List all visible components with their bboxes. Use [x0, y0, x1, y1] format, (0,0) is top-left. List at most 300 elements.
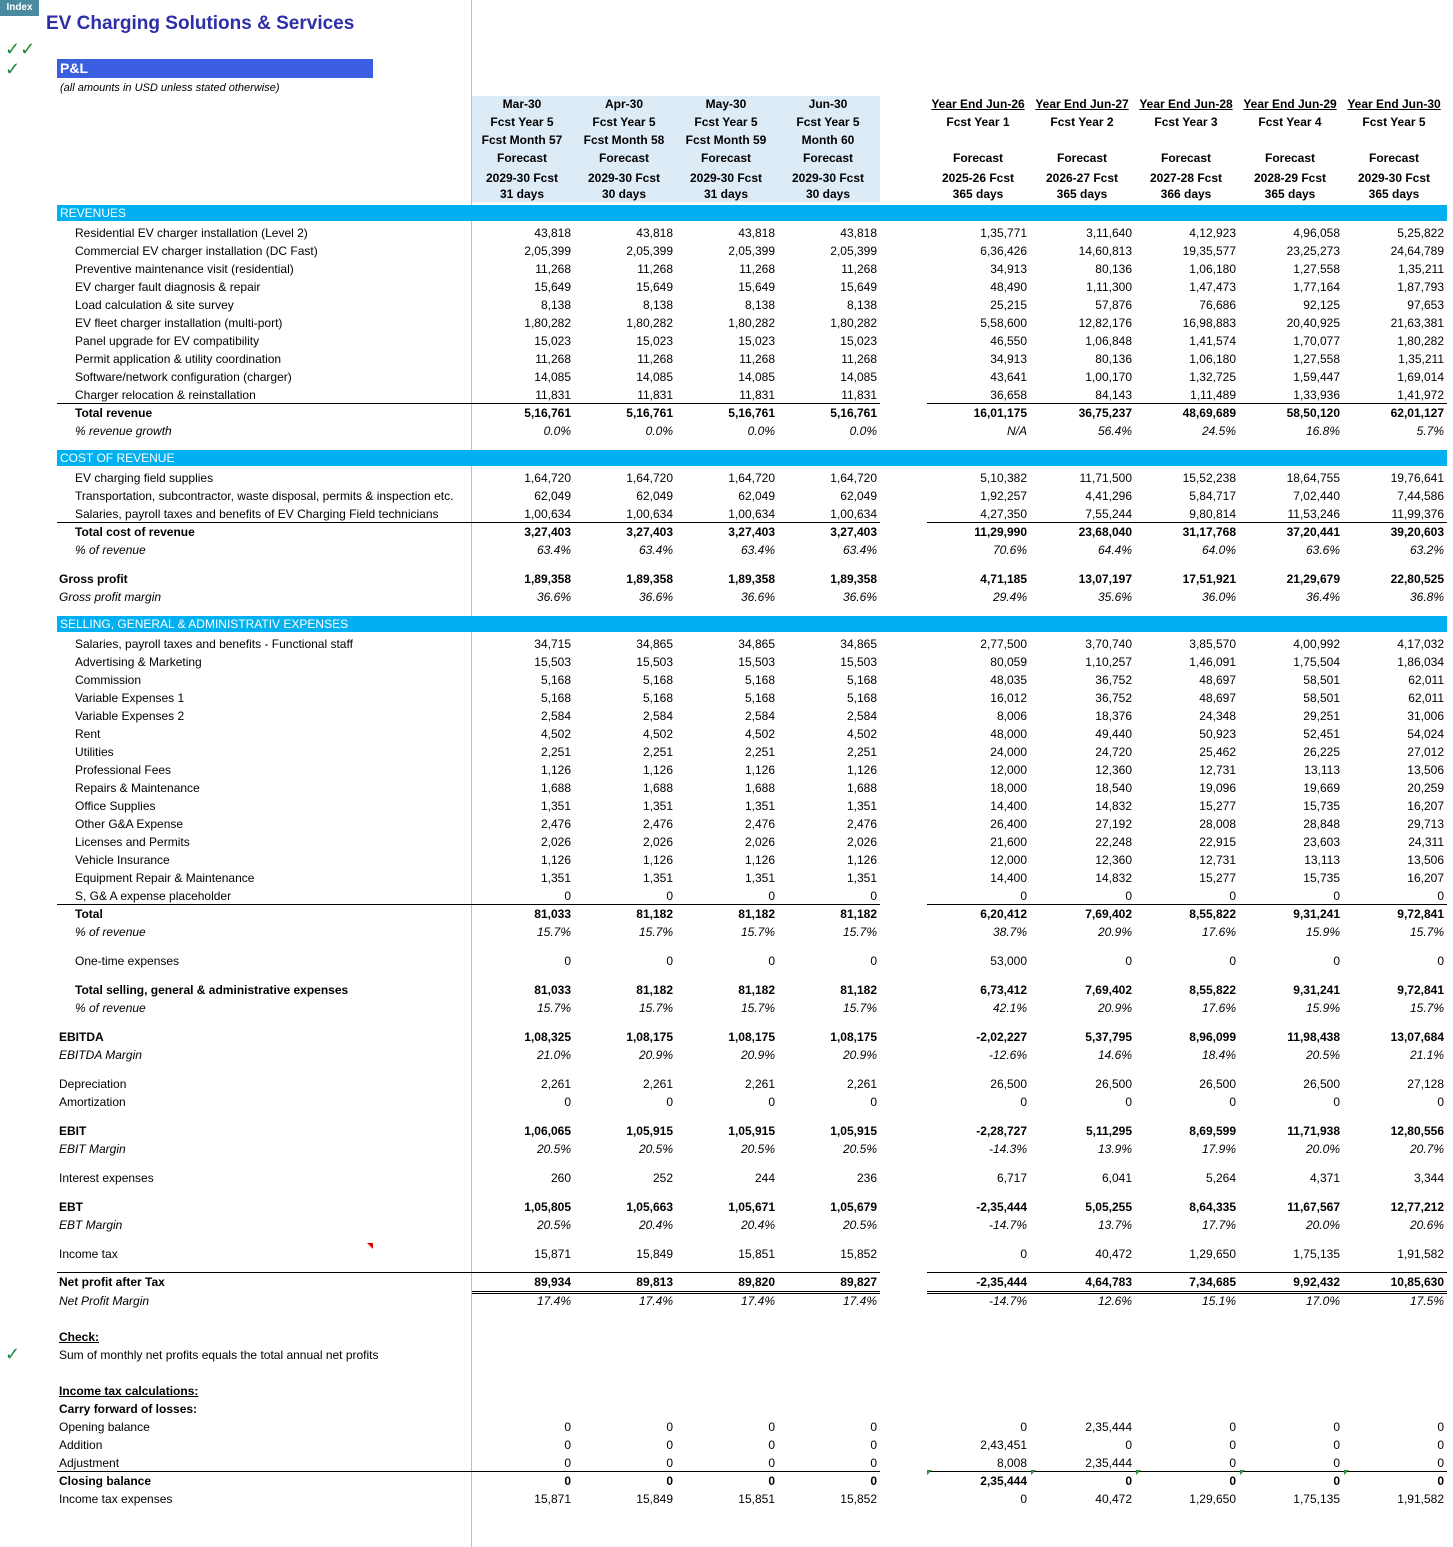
- table-cell[interactable]: 1,75,504: [1293, 655, 1340, 669]
- table-cell[interactable]: 54,024: [1407, 727, 1444, 741]
- table-cell[interactable]: 1,59,447: [1293, 370, 1340, 384]
- table-cell[interactable]: 15.7%: [638, 1001, 673, 1015]
- table-cell[interactable]: 16,207: [1407, 799, 1444, 813]
- table-cell[interactable]: 13.7%: [1097, 1218, 1132, 1232]
- table-cell[interactable]: 0: [564, 1456, 571, 1470]
- table-cell[interactable]: 0: [1437, 1438, 1444, 1452]
- table-cell[interactable]: 2,476: [642, 817, 673, 831]
- table-cell[interactable]: 36.6%: [536, 590, 571, 604]
- index-button[interactable]: Index: [0, 0, 39, 16]
- table-cell[interactable]: 18,376: [1095, 709, 1132, 723]
- table-cell[interactable]: 2,251: [744, 745, 775, 759]
- table-cell[interactable]: 2,261: [744, 1077, 775, 1091]
- table-cell[interactable]: 0: [666, 1456, 673, 1470]
- table-cell[interactable]: 1,00,634: [524, 507, 571, 521]
- table-cell[interactable]: 15.9%: [1305, 1001, 1340, 1015]
- table-cell[interactable]: 20.9%: [1097, 1001, 1132, 1015]
- table-cell[interactable]: 8,138: [744, 298, 775, 312]
- table-cell[interactable]: 58,50,120: [1286, 406, 1340, 420]
- table-cell[interactable]: 17.4%: [536, 1294, 571, 1308]
- table-cell[interactable]: 15,735: [1303, 871, 1340, 885]
- table-cell[interactable]: 0: [666, 889, 673, 903]
- table-cell[interactable]: 1,351: [846, 799, 877, 813]
- table-cell[interactable]: 14,085: [738, 370, 775, 384]
- table-cell[interactable]: 2,261: [642, 1077, 673, 1091]
- table-cell[interactable]: 50,923: [1199, 727, 1236, 741]
- table-cell[interactable]: 15,023: [840, 334, 877, 348]
- table-cell[interactable]: 9,31,241: [1293, 983, 1340, 997]
- table-cell[interactable]: 7,69,402: [1085, 983, 1132, 997]
- table-cell[interactable]: 12,731: [1199, 853, 1236, 867]
- table-cell[interactable]: 1,688: [744, 781, 775, 795]
- table-cell[interactable]: 48,035: [990, 673, 1027, 687]
- table-cell[interactable]: 11,71,938: [1287, 1124, 1340, 1138]
- table-cell[interactable]: 13,07,684: [1390, 1030, 1444, 1044]
- table-cell[interactable]: 0: [1125, 1438, 1132, 1452]
- table-cell[interactable]: 29,713: [1407, 817, 1444, 831]
- table-cell[interactable]: 23,25,273: [1286, 244, 1340, 258]
- table-cell[interactable]: 0: [1437, 954, 1444, 968]
- table-cell[interactable]: 2,251: [540, 745, 571, 759]
- table-cell[interactable]: 97,653: [1407, 298, 1444, 312]
- table-cell[interactable]: -14.7%: [988, 1218, 1027, 1232]
- table-cell[interactable]: 2,261: [846, 1077, 877, 1091]
- table-cell[interactable]: 1,89,358: [524, 572, 571, 586]
- table-cell[interactable]: 4,96,058: [1293, 226, 1340, 240]
- table-cell[interactable]: 63.4%: [638, 543, 673, 557]
- table-cell[interactable]: 14,832: [1095, 871, 1132, 885]
- table-cell[interactable]: 1,41,972: [1397, 388, 1444, 402]
- table-cell[interactable]: 0: [1229, 1420, 1236, 1434]
- table-cell[interactable]: 1,126: [744, 763, 775, 777]
- table-cell[interactable]: 11,53,246: [1287, 507, 1340, 521]
- table-cell[interactable]: 244: [754, 1171, 775, 1185]
- table-cell[interactable]: 1,351: [846, 871, 877, 885]
- table-cell[interactable]: 11,831: [739, 388, 775, 402]
- table-cell[interactable]: 48,697: [1199, 673, 1236, 687]
- table-cell[interactable]: 1,00,634: [830, 507, 877, 521]
- table-cell[interactable]: 2,05,399: [524, 244, 571, 258]
- table-cell[interactable]: 11,268: [841, 352, 877, 366]
- table-cell[interactable]: 18,540: [1095, 781, 1132, 795]
- table-cell[interactable]: 62,049: [738, 489, 775, 503]
- table-cell[interactable]: 0: [870, 1095, 877, 1109]
- table-cell[interactable]: 15,503: [636, 655, 673, 669]
- table-cell[interactable]: 5,168: [642, 673, 673, 687]
- table-cell[interactable]: 27,192: [1095, 817, 1132, 831]
- table-cell[interactable]: 0: [564, 1474, 571, 1488]
- table-cell[interactable]: 0: [768, 1438, 775, 1452]
- table-cell[interactable]: 0: [1020, 1095, 1027, 1109]
- table-cell[interactable]: 36.4%: [1305, 590, 1340, 604]
- table-cell[interactable]: 14,400: [990, 871, 1027, 885]
- table-cell[interactable]: 1,351: [744, 799, 775, 813]
- table-cell[interactable]: 17.4%: [842, 1294, 877, 1308]
- table-cell[interactable]: 2,05,399: [626, 244, 673, 258]
- table-cell[interactable]: 15,851: [738, 1247, 775, 1261]
- table-cell[interactable]: 36,75,237: [1078, 406, 1132, 420]
- table-cell[interactable]: 25,215: [990, 298, 1027, 312]
- table-cell[interactable]: 58,501: [1303, 691, 1340, 705]
- table-cell[interactable]: 4,00,992: [1293, 637, 1340, 651]
- table-cell[interactable]: 17.6%: [1201, 925, 1236, 939]
- table-cell[interactable]: 1,05,805: [524, 1200, 571, 1214]
- table-cell[interactable]: 81,182: [636, 907, 673, 921]
- table-cell[interactable]: 5,84,717: [1189, 489, 1236, 503]
- table-cell[interactable]: 89,820: [738, 1275, 775, 1289]
- table-cell[interactable]: 4,371: [1309, 1171, 1340, 1185]
- table-cell[interactable]: 1,126: [846, 763, 877, 777]
- table-cell[interactable]: 6,041: [1101, 1171, 1132, 1185]
- table-cell[interactable]: 2,026: [540, 835, 571, 849]
- table-cell[interactable]: 1,126: [744, 853, 775, 867]
- table-cell[interactable]: 0: [1229, 1438, 1236, 1452]
- table-cell[interactable]: 15.1%: [1201, 1294, 1236, 1308]
- table-cell[interactable]: 17.0%: [1305, 1294, 1340, 1308]
- table-cell[interactable]: 9,72,841: [1397, 907, 1444, 921]
- table-cell[interactable]: 62,049: [534, 489, 571, 503]
- table-cell[interactable]: 5,11,295: [1085, 1124, 1132, 1138]
- table-cell[interactable]: 1,70,077: [1293, 334, 1340, 348]
- table-cell[interactable]: 2,251: [846, 745, 877, 759]
- table-cell[interactable]: 0: [1437, 1474, 1444, 1488]
- table-cell[interactable]: 0: [870, 1456, 877, 1470]
- table-cell[interactable]: 11,268: [841, 262, 877, 276]
- table-cell[interactable]: 14,085: [636, 370, 673, 384]
- table-cell[interactable]: 36.8%: [1409, 590, 1444, 604]
- table-cell[interactable]: 1,351: [540, 871, 571, 885]
- table-cell[interactable]: 15,849: [636, 1247, 673, 1261]
- table-cell[interactable]: 20.9%: [842, 1048, 877, 1062]
- table-cell[interactable]: 12,77,212: [1390, 1200, 1444, 1214]
- table-cell[interactable]: -2,28,727: [976, 1124, 1027, 1138]
- table-cell[interactable]: 5,168: [744, 691, 775, 705]
- table-cell[interactable]: 0.0%: [645, 424, 673, 438]
- table-cell[interactable]: 15.7%: [842, 1001, 877, 1015]
- table-cell[interactable]: 20.5%: [638, 1142, 673, 1156]
- table-cell[interactable]: 35.6%: [1097, 590, 1132, 604]
- table-cell[interactable]: 24,348: [1199, 709, 1236, 723]
- table-cell[interactable]: 42.1%: [992, 1001, 1027, 1015]
- table-cell[interactable]: 0: [1437, 1095, 1444, 1109]
- table-cell[interactable]: 17.5%: [1409, 1294, 1444, 1308]
- table-cell[interactable]: 36.6%: [740, 590, 775, 604]
- table-cell[interactable]: 24,720: [1095, 745, 1132, 759]
- table-cell[interactable]: 15,649: [534, 280, 571, 294]
- table-cell[interactable]: 15,851: [738, 1492, 775, 1506]
- table-cell[interactable]: 19,669: [1303, 781, 1340, 795]
- table-cell[interactable]: 1,11,300: [1086, 280, 1132, 294]
- table-cell[interactable]: 12.6%: [1097, 1294, 1132, 1308]
- table-cell[interactable]: 21.1%: [1409, 1048, 1444, 1062]
- table-cell[interactable]: 15,649: [840, 280, 877, 294]
- table-cell[interactable]: 0: [1229, 1456, 1236, 1470]
- table-cell[interactable]: 2,476: [744, 817, 775, 831]
- table-cell[interactable]: 8,55,822: [1189, 983, 1236, 997]
- table-cell[interactable]: 16,012: [990, 691, 1027, 705]
- table-cell[interactable]: 17.7%: [1201, 1218, 1236, 1232]
- table-cell[interactable]: 43,818: [534, 226, 571, 240]
- table-cell[interactable]: 20.5%: [740, 1142, 775, 1156]
- table-cell[interactable]: 1,35,211: [1398, 262, 1444, 276]
- table-cell[interactable]: 2,43,451: [980, 1438, 1027, 1452]
- table-cell[interactable]: 2,35,444: [980, 1474, 1027, 1488]
- table-cell[interactable]: 11,29,990: [974, 525, 1027, 539]
- table-cell[interactable]: 1,126: [642, 853, 673, 867]
- table-cell[interactable]: 24,64,789: [1390, 244, 1444, 258]
- table-cell[interactable]: 15.7%: [638, 925, 673, 939]
- table-cell[interactable]: 3,27,403: [524, 525, 571, 539]
- table-cell[interactable]: 15,503: [840, 655, 877, 669]
- table-cell[interactable]: 15,023: [534, 334, 571, 348]
- table-cell[interactable]: -14.7%: [988, 1294, 1027, 1308]
- table-cell[interactable]: 9,31,241: [1293, 907, 1340, 921]
- table-cell[interactable]: 0: [768, 1095, 775, 1109]
- table-cell[interactable]: 63.2%: [1409, 543, 1444, 557]
- table-cell[interactable]: 1,126: [540, 853, 571, 867]
- table-cell[interactable]: 15,852: [840, 1247, 877, 1261]
- table-cell[interactable]: 1,06,180: [1189, 262, 1236, 276]
- table-cell[interactable]: 20.0%: [1305, 1218, 1340, 1232]
- table-cell[interactable]: 34,913: [990, 352, 1027, 366]
- table-cell[interactable]: 62,01,127: [1390, 406, 1444, 420]
- table-cell[interactable]: 2,026: [744, 835, 775, 849]
- table-cell[interactable]: 0: [768, 1456, 775, 1470]
- table-cell[interactable]: 62,011: [1408, 691, 1444, 705]
- table-cell[interactable]: 19,76,641: [1390, 471, 1444, 485]
- table-cell[interactable]: 0: [1437, 1420, 1444, 1434]
- table-cell[interactable]: 0: [1020, 1247, 1027, 1261]
- table-cell[interactable]: 19,35,577: [1182, 244, 1236, 258]
- table-cell[interactable]: 1,126: [540, 763, 571, 777]
- table-cell[interactable]: 0: [768, 1474, 775, 1488]
- table-cell[interactable]: 11,98,438: [1287, 1030, 1340, 1044]
- table-cell[interactable]: 1,86,034: [1397, 655, 1444, 669]
- table-cell[interactable]: 11,67,567: [1287, 1200, 1340, 1214]
- table-cell[interactable]: 8,55,822: [1189, 907, 1236, 921]
- table-cell[interactable]: 252: [652, 1171, 673, 1185]
- table-cell[interactable]: 1,08,175: [830, 1030, 877, 1044]
- table-cell[interactable]: 0: [1333, 1456, 1340, 1470]
- table-cell[interactable]: 1,64,720: [626, 471, 673, 485]
- table-cell[interactable]: 21,600: [990, 835, 1027, 849]
- table-cell[interactable]: 36.0%: [1201, 590, 1236, 604]
- table-cell[interactable]: 3,344: [1413, 1171, 1444, 1185]
- table-cell[interactable]: 70.6%: [992, 543, 1027, 557]
- table-cell[interactable]: 1,05,915: [830, 1124, 877, 1138]
- table-cell[interactable]: 15,277: [1199, 871, 1236, 885]
- table-cell[interactable]: 17.9%: [1201, 1142, 1236, 1156]
- table-cell[interactable]: 2,05,399: [728, 244, 775, 258]
- table-cell[interactable]: 0: [768, 889, 775, 903]
- table-cell[interactable]: 36,752: [1095, 691, 1132, 705]
- table-cell[interactable]: 1,75,135: [1293, 1247, 1340, 1261]
- table-cell[interactable]: 26,225: [1303, 745, 1340, 759]
- table-cell[interactable]: 81,033: [534, 983, 571, 997]
- table-cell[interactable]: 5,58,600: [980, 316, 1027, 330]
- table-cell[interactable]: 1,41,574: [1189, 334, 1236, 348]
- table-cell[interactable]: 11,831: [637, 388, 673, 402]
- table-cell[interactable]: 7,55,244: [1085, 507, 1132, 521]
- table-cell[interactable]: 11,268: [637, 352, 673, 366]
- table-cell[interactable]: 20.7%: [1409, 1142, 1444, 1156]
- table-cell[interactable]: 14,832: [1095, 799, 1132, 813]
- table-cell[interactable]: 5,168: [846, 673, 877, 687]
- table-cell[interactable]: 0: [1020, 1492, 1027, 1506]
- table-cell[interactable]: 29.4%: [992, 590, 1027, 604]
- table-cell[interactable]: 89,827: [840, 1275, 877, 1289]
- table-cell[interactable]: 1,64,720: [830, 471, 877, 485]
- table-cell[interactable]: 20.5%: [842, 1142, 877, 1156]
- table-cell[interactable]: 5,16,761: [728, 406, 775, 420]
- table-cell[interactable]: 27,128: [1407, 1077, 1444, 1091]
- table-cell[interactable]: 0: [870, 1438, 877, 1452]
- table-cell[interactable]: 5,16,761: [626, 406, 673, 420]
- table-cell[interactable]: 48,69,689: [1182, 406, 1236, 420]
- table-cell[interactable]: 8,64,335: [1189, 1200, 1236, 1214]
- table-cell[interactable]: 15,503: [738, 655, 775, 669]
- table-cell[interactable]: 2,476: [540, 817, 571, 831]
- table-cell[interactable]: 5,168: [540, 673, 571, 687]
- table-cell[interactable]: 17,51,921: [1182, 572, 1236, 586]
- table-cell[interactable]: N/A: [1006, 424, 1027, 438]
- table-cell[interactable]: 22,915: [1199, 835, 1236, 849]
- table-cell[interactable]: 0.0%: [849, 424, 877, 438]
- table-cell[interactable]: 12,82,176: [1078, 316, 1132, 330]
- table-cell[interactable]: 15.7%: [842, 925, 877, 939]
- table-cell[interactable]: 1,89,358: [626, 572, 673, 586]
- table-cell[interactable]: 11,71,500: [1079, 471, 1132, 485]
- table-cell[interactable]: 46,550: [990, 334, 1027, 348]
- table-cell[interactable]: 3,27,403: [728, 525, 775, 539]
- table-cell[interactable]: 48,490: [990, 280, 1027, 294]
- table-cell[interactable]: 81,182: [636, 983, 673, 997]
- table-cell[interactable]: 0: [1229, 954, 1236, 968]
- table-cell[interactable]: 31,17,768: [1182, 525, 1236, 539]
- table-cell[interactable]: 63.6%: [1305, 543, 1340, 557]
- table-cell[interactable]: 81,182: [738, 983, 775, 997]
- table-cell[interactable]: 0: [1333, 1420, 1340, 1434]
- table-cell[interactable]: 1,75,135: [1293, 1492, 1340, 1506]
- table-cell[interactable]: 27,012: [1407, 745, 1444, 759]
- table-cell[interactable]: 36,752: [1095, 673, 1132, 687]
- table-cell[interactable]: 8,96,099: [1189, 1030, 1236, 1044]
- table-cell[interactable]: 64.4%: [1097, 543, 1132, 557]
- table-cell[interactable]: 15,852: [840, 1492, 877, 1506]
- table-cell[interactable]: 0: [768, 1420, 775, 1434]
- table-cell[interactable]: 19,096: [1199, 781, 1236, 795]
- table-cell[interactable]: 1,00,634: [626, 507, 673, 521]
- table-cell[interactable]: 4,502: [744, 727, 775, 741]
- table-cell[interactable]: 26,500: [1095, 1077, 1132, 1091]
- table-cell[interactable]: 5,168: [642, 691, 673, 705]
- table-cell[interactable]: 11,268: [739, 352, 775, 366]
- table-cell[interactable]: 1,33,936: [1293, 388, 1340, 402]
- table-cell[interactable]: 6,20,412: [980, 907, 1027, 921]
- table-cell[interactable]: 7,02,440: [1293, 489, 1340, 503]
- table-cell[interactable]: 20.5%: [1305, 1048, 1340, 1062]
- table-cell[interactable]: 39,20,603: [1390, 525, 1444, 539]
- table-cell[interactable]: 0: [564, 954, 571, 968]
- table-cell[interactable]: 21,63,381: [1390, 316, 1444, 330]
- table-cell[interactable]: 15,871: [534, 1492, 571, 1506]
- table-cell[interactable]: 1,35,211: [1398, 352, 1444, 366]
- table-cell[interactable]: 8,006: [996, 709, 1027, 723]
- table-cell[interactable]: 34,715: [534, 637, 571, 651]
- table-cell[interactable]: 6,73,412: [980, 983, 1027, 997]
- table-cell[interactable]: 0: [1125, 1474, 1132, 1488]
- table-cell[interactable]: 20.0%: [1305, 1142, 1340, 1156]
- table-cell[interactable]: 1,06,180: [1189, 352, 1236, 366]
- table-cell[interactable]: 4,27,350: [980, 507, 1027, 521]
- table-cell[interactable]: 1,89,358: [830, 572, 877, 586]
- table-cell[interactable]: 63.4%: [842, 543, 877, 557]
- table-cell[interactable]: 1,46,091: [1189, 655, 1236, 669]
- table-cell[interactable]: 26,500: [1303, 1077, 1340, 1091]
- table-cell[interactable]: 12,000: [990, 763, 1027, 777]
- table-cell[interactable]: 5,37,795: [1085, 1030, 1132, 1044]
- table-cell[interactable]: 1,80,282: [524, 316, 571, 330]
- table-cell[interactable]: 62,049: [840, 489, 877, 503]
- table-cell[interactable]: 4,502: [642, 727, 673, 741]
- table-cell[interactable]: 11,268: [535, 352, 571, 366]
- table-cell[interactable]: 13,113: [1304, 853, 1340, 867]
- table-cell[interactable]: 4,12,923: [1189, 226, 1236, 240]
- table-cell[interactable]: 12,80,556: [1390, 1124, 1444, 1138]
- table-cell[interactable]: 1,91,582: [1397, 1492, 1444, 1506]
- table-cell[interactable]: 1,126: [642, 763, 673, 777]
- table-cell[interactable]: 0: [666, 1095, 673, 1109]
- table-cell[interactable]: 11,268: [637, 262, 673, 276]
- table-cell[interactable]: 4,64,783: [1085, 1275, 1132, 1289]
- table-cell[interactable]: 5,25,822: [1397, 226, 1444, 240]
- table-cell[interactable]: 0: [564, 1438, 571, 1452]
- table-cell[interactable]: 4,41,296: [1085, 489, 1132, 503]
- table-cell[interactable]: 20.5%: [842, 1218, 877, 1232]
- table-cell[interactable]: 7,44,586: [1397, 489, 1444, 503]
- table-cell[interactable]: 1,06,065: [524, 1124, 571, 1138]
- table-cell[interactable]: 5.7%: [1416, 424, 1444, 438]
- table-cell[interactable]: 28,848: [1303, 817, 1340, 831]
- table-cell[interactable]: 1,688: [846, 781, 877, 795]
- table-cell[interactable]: 1,80,282: [1397, 334, 1444, 348]
- table-cell[interactable]: 21.0%: [536, 1048, 571, 1062]
- table-cell[interactable]: 1,08,175: [728, 1030, 775, 1044]
- table-cell[interactable]: 20,40,925: [1286, 316, 1340, 330]
- table-cell[interactable]: 2,584: [846, 709, 877, 723]
- table-cell[interactable]: 2,584: [540, 709, 571, 723]
- table-cell[interactable]: 4,502: [846, 727, 877, 741]
- table-cell[interactable]: 1,351: [642, 871, 673, 885]
- table-cell[interactable]: 76,686: [1199, 298, 1236, 312]
- table-cell[interactable]: 11,831: [841, 388, 877, 402]
- table-cell[interactable]: 24,000: [990, 745, 1027, 759]
- table-cell[interactable]: 4,502: [540, 727, 571, 741]
- table-cell[interactable]: 1,688: [642, 781, 673, 795]
- table-cell[interactable]: 5,168: [846, 691, 877, 705]
- table-cell[interactable]: 16,207: [1407, 871, 1444, 885]
- table-cell[interactable]: 0: [1229, 1474, 1236, 1488]
- table-cell[interactable]: 2,584: [642, 709, 673, 723]
- table-cell[interactable]: 15.7%: [740, 1001, 775, 1015]
- table-cell[interactable]: 2,584: [744, 709, 775, 723]
- table-cell[interactable]: 11,268: [739, 262, 775, 276]
- table-cell[interactable]: 0: [666, 954, 673, 968]
- table-cell[interactable]: 2,261: [540, 1077, 571, 1091]
- table-cell[interactable]: 13,07,197: [1078, 572, 1132, 586]
- table-cell[interactable]: 6,36,426: [980, 244, 1027, 258]
- table-cell[interactable]: 15.7%: [536, 1001, 571, 1015]
